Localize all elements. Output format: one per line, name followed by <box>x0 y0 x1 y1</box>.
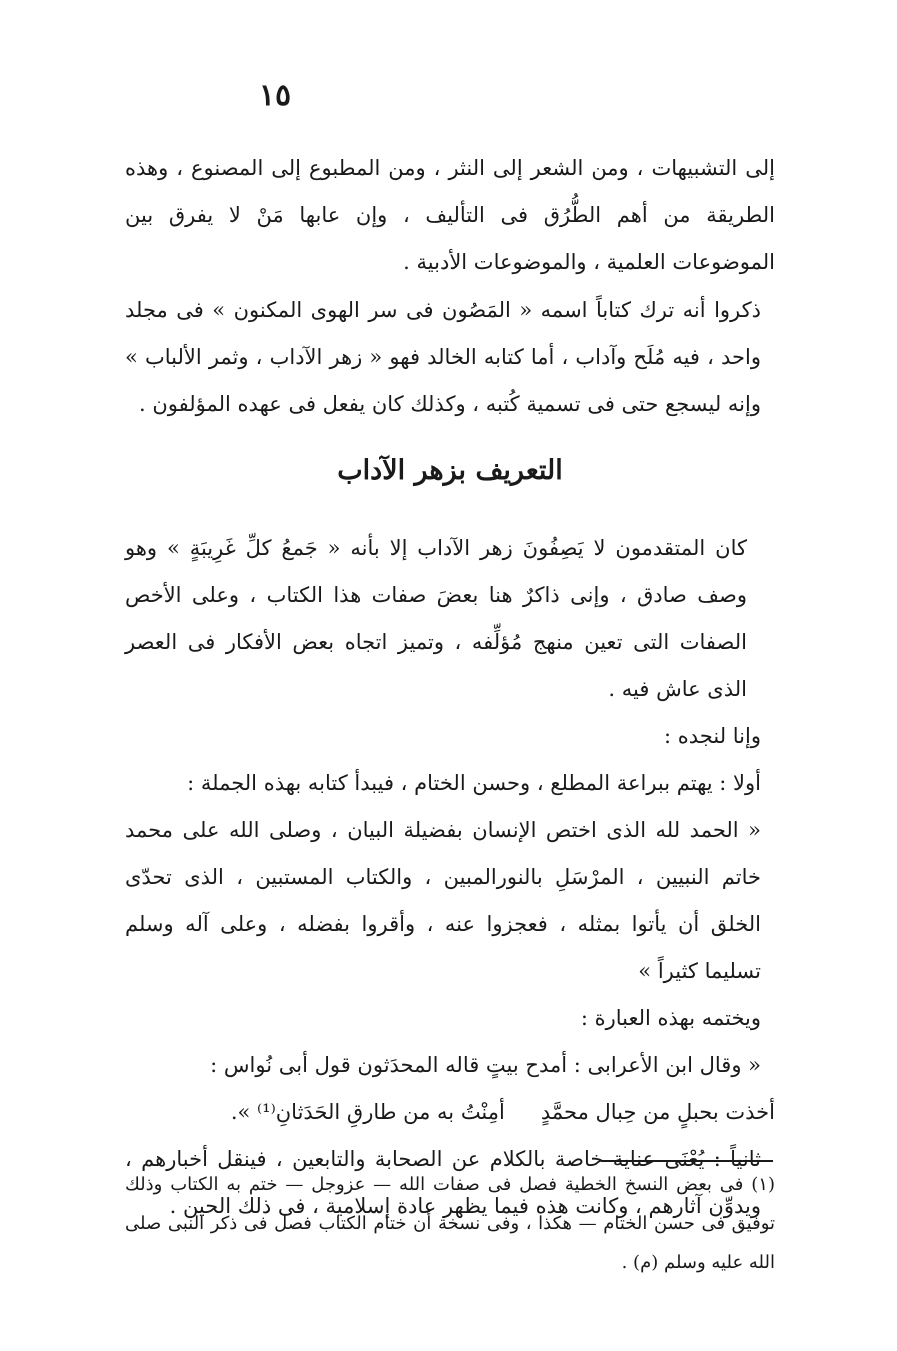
description-paragraph: كان المتقدمون لا يَصِفُونَ زهر الآداب إلا بأنه « جَمعُ كلِّ غَرِيبَةٍ » وهو وصف صادق ، وإنى ذاكرٌ هنا بعضَ صفات هذا الكتاب ، وعلى الأخص الصفات التى تعين منهج مُؤلِّفه ، وتميز اتجاه بعض الأفكار فى العصر الذى عاش فيه . <box>125 536 747 701</box>
main-text-block <box>125 525 775 1230</box>
first-point-paragraph: أولا : يهتم ببراعة المطلع ، وحسن الختام ، فيبدأ كتابه بهذه الجملة : <box>187 771 761 795</box>
intro-paragraph: إلى التشبيهات ، ومن الشعر إلى النثر ، ومن المطبوع إلى المصنوع ، وهذه الطريقة من أهم الطُّرُق فى التأليف ، وإن عابها مَنْ لا يفرق بين الموضوعات العلمية ، والموضوعات الأدبية . <box>125 156 775 274</box>
page-number: ١٥ <box>258 78 292 113</box>
closing-intro-line: ويختمه بهذه العبارة : <box>580 1006 761 1030</box>
ibn-arabi-quote-line: « وقال ابن الأعرابى : أمدح بيتٍ قاله المحدَثون قول أبى نُواس : <box>210 1053 761 1077</box>
section-heading: التعريف بزهر الآداب <box>337 455 563 486</box>
book-title-paragraph: ذكروا أنه ترك كتاباً اسمه « المَصُون فى سر الهوى المكنون » فى مجلد واحد ، فيه مُلَح وآداب ، أما كتابه الخالد فهو « زهر الآداب ، وثمر الألباب » وإنه ليسجع حتى فى تسمية كُتبه ، وكذلك كان يفعل فى عهده المؤلفون . <box>125 298 761 416</box>
opening-quote-paragraph: « الحمد لله الذى اختص الإنسان بفضيلة البيان ، وصلى الله على محمد خاتم النبيين ، المرْسَلِ بالنورالمبين ، والكتاب المستبين ، الذى تحدّى الخلق أن يأتوا بمثله ، فعجزوا عنه ، وأقروا بفضله ، وعلى آله وسلم تسليما كثيراً » <box>125 818 761 983</box>
poem-hemistich-second: أمِنْتُ به من طارقِ الحَدَثانِ⁽¹⁾ ». <box>230 1100 505 1124</box>
poem-verse <box>125 1089 775 1136</box>
second-point-paragraph: ثانياً : يُعْنَى عناية خاصة بالكلام عن الصحابة والتابعين ، فينقل أخبارهم ، ويدوِّن آثارهم ، وكانت هذه فيما يظهر عادة إسلامية ، فى ذلك الحين . <box>125 1147 761 1218</box>
footnote-1: (١) فى بعض النسخ الخطية فصل فى صفات الله — عزوجل — ختم به الكتاب وذلك توفيق فى حسن الختام — هكذا ، وفى نسخة أن ختام الكتاب فصل فى ذكر النبى صلى الله عليه وسلم (م) . <box>125 1174 775 1273</box>
footnote-divider <box>601 1160 773 1162</box>
intro-paragraph-block <box>125 145 775 286</box>
poem-hemistich-first: أخذت بحبلٍ من حِبال محمَّدٍ <box>540 1100 775 1124</box>
we-find-it-line: وإنا لنجده : <box>664 724 761 748</box>
footnotes-block <box>125 1165 775 1282</box>
book-title-paragraph-block <box>125 287 775 428</box>
